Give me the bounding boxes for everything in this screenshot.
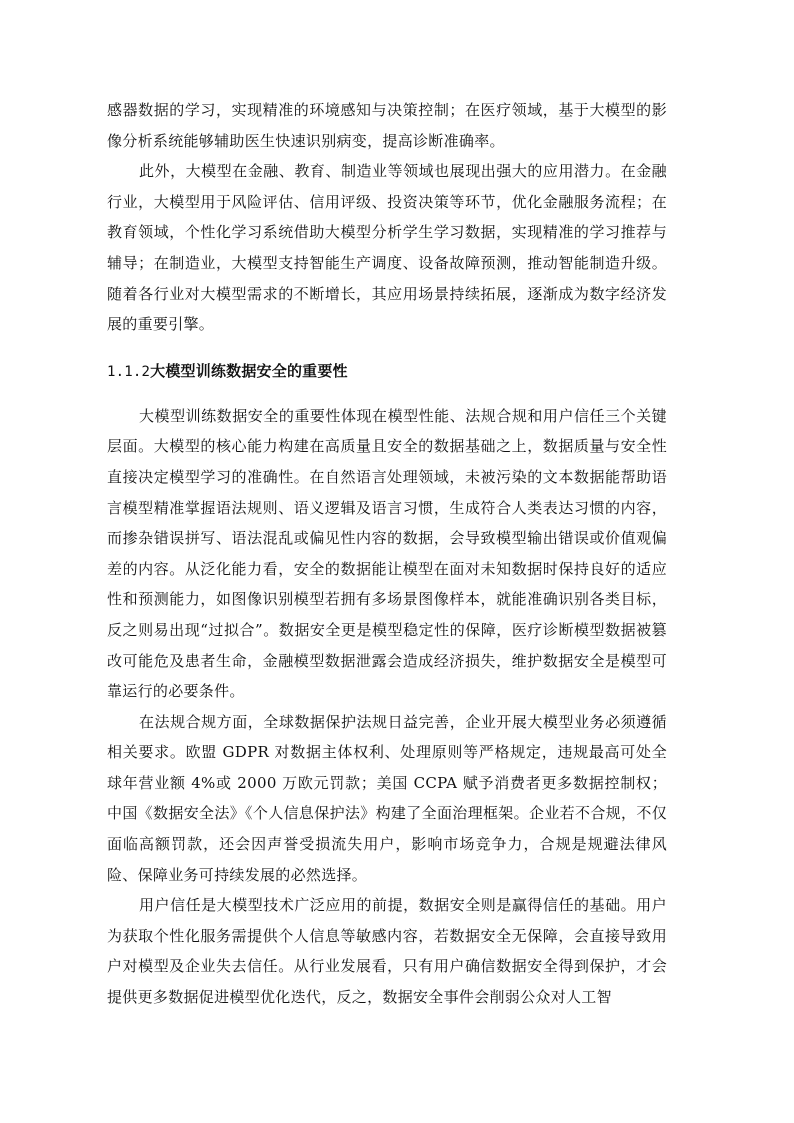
section-heading: [107, 340, 667, 401]
paragraph-continued: 感器数据的学习，实现精准的环境感知与决策控制；在医疗领域，基于大模型的影像分析系统能够辅助医生快速识别病变，提高诊断准确率。: [107, 101, 667, 150]
section-title: 大模型训练数据安全的重要性: [150, 361, 348, 380]
paragraph-compliance: 在法规合规方面，全球数据保护法规日益完善，企业开展大模型业务必须遵循相关要求。欧盟 GDPR 对数据主体权利、处理原则等严格规定，违规最高可处全球年营业额 4%或 2000 万欧元罚款；美国 CCPA 赋予消费者更多数据控制权；中国《数据安全法》《个人信息保护法》构建了全面治理框架。企业若不合规，不仅面临高额罚款，还会因声誉受损流失用户，影响市场竞争力，合规是规避法律风险、保障业务可持续发展的必然选择。: [107, 712, 667, 884]
document-page: [107, 95, 667, 1013]
paragraph-applications: 此外，大模型在金融、教育、制造业等领域也展现出强大的应用潜力。在金融行业，大模型用于风险评估、信用评级、投资决策等环节，优化金融服务流程；在教育领域，个性化学习系统借助大模型分析学生学习数据，实现精准的学习推荐与辅导；在制造业，大模型支持智能生产调度、设备故障预测，推动智能制造升级。随着各行业对大模型需求的不断增长，其应用场景持续拓展，逐渐成为数字经济发展的重要引擎。: [107, 162, 667, 334]
paragraph-user-trust: 用户信任是大模型技术广泛应用的前提，数据安全则是赢得信任的基础。用户为获取个性化服务需提供个人信息等敏感内容，若数据安全无保障，会直接导致用户对模型及企业失去信任。从行业发展看，只有用户确信数据安全得到保护，才会提供更多数据促进模型优化迭代，反之，数据安全事件会削弱公众对人工智: [107, 896, 667, 1007]
section-number: 1.1.2: [107, 363, 151, 380]
paragraph-importance: 大模型训练数据安全的重要性体现在模型性能、法规合规和用户信任三个关键层面。大模型的核心能力构建在高质量且安全的数据基础之上，数据质量与安全性直接决定模型学习的准确性。在自然语言处理领域，未被污染的文本数据能帮助语言模型精准掌握语法规则、语义逻辑及语言习惯，生成符合人类表达习惯的内容，而掺杂错误拼写、语法混乱或偏见性内容的数据，会导致模型输出错误或价值观偏差的内容。从泛化能力看，安全的数据能让模型在面对未知数据时保持良好的适应性和预测能力，如图像识别模型若拥有多场景图像样本，就能准确识别各类目标，反之则易出现“过拟合”。数据安全更是模型稳定性的保障，医疗诊断模型数据被篡改可能危及患者生命，金融模型数据泄露会造成经济损失，维护数据安全是模型可靠运行的必要条件。: [107, 406, 667, 701]
